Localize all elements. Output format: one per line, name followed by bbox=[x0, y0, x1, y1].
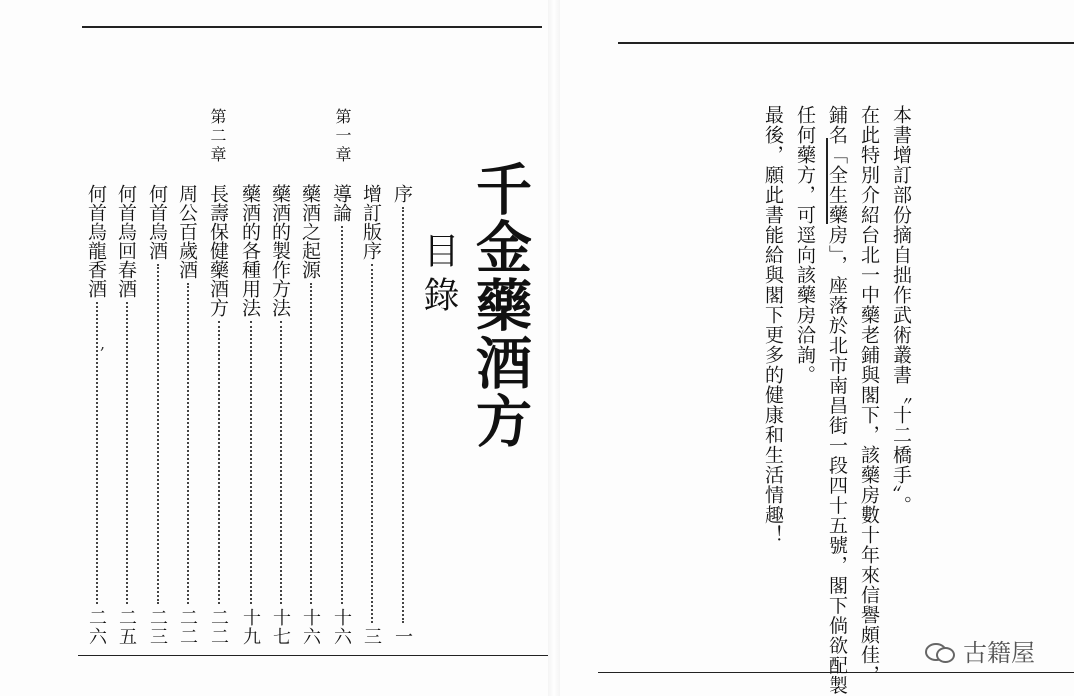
toc-entry-label: 何首烏酒 bbox=[146, 184, 168, 260]
chapter-heading-1: 第一章 bbox=[333, 108, 352, 165]
leader-dots bbox=[187, 283, 189, 604]
toc-entry-label: 周公百歲酒 bbox=[176, 184, 198, 279]
toc-entry[interactable] bbox=[236, 184, 264, 646]
leader-dots bbox=[371, 264, 373, 623]
toc-entry[interactable] bbox=[112, 184, 140, 646]
toc-entry-label: 長壽保健藥酒方 bbox=[207, 184, 229, 317]
toc-entry-page: 十九 bbox=[240, 608, 261, 646]
toc-entry-page: 二五 bbox=[116, 608, 137, 646]
leader-dots bbox=[96, 302, 98, 604]
toc-entry-label: 藥酒的各種用法 bbox=[239, 184, 261, 317]
body-text-line: 鋪名「全生藥房」，座落於北市南昌街一段四十五號，閣下倘欲配製 bbox=[826, 105, 848, 696]
toc-entry[interactable] bbox=[296, 184, 324, 646]
body-text-line: 本書增訂部份摘自拙作武術叢書〝十二橋手〞。 bbox=[890, 105, 912, 516]
toc-entry[interactable] bbox=[82, 184, 110, 646]
book-title: 千金藥酒方 bbox=[467, 160, 533, 450]
toc-entry-page: 二六 bbox=[86, 608, 107, 646]
toc-entry-label: 導論 bbox=[330, 184, 352, 222]
toc-entry-label: 何首烏龍香酒 bbox=[85, 184, 107, 298]
toc-entry-page: 十六 bbox=[331, 608, 352, 646]
stray-mark: , bbox=[100, 334, 106, 353]
toc-entry-label: 序 bbox=[391, 184, 413, 203]
body-text-line: 最後，願此書能給與閣下更多的健康和生活情趣！ bbox=[762, 105, 784, 545]
body-text-line: 任何藥方，可逕向該藥房洽詢。 bbox=[794, 105, 816, 385]
toc-entry[interactable] bbox=[143, 184, 171, 646]
toc-entry-label: 何首烏回春酒 bbox=[115, 184, 137, 298]
wechat-icon bbox=[925, 639, 955, 663]
margin-bracket bbox=[826, 138, 834, 224]
left-bottom-rule bbox=[78, 655, 548, 656]
toc-entry-page: 十六 bbox=[300, 608, 321, 646]
leader-dots bbox=[310, 283, 312, 604]
leader-dots bbox=[126, 302, 128, 604]
left-top-rule bbox=[82, 26, 542, 28]
toc-entry-label: 藥酒的製作方法 bbox=[269, 184, 291, 317]
body-text-line: 在此特別介紹台北一中藥老鋪與閣下，該藥房數十年來信譽頗佳， bbox=[858, 105, 880, 685]
leader-dots bbox=[157, 264, 159, 604]
toc-entry[interactable] bbox=[266, 184, 294, 646]
toc-entry-page: 三 bbox=[361, 627, 382, 646]
toc-entry[interactable] bbox=[173, 184, 201, 646]
watermark bbox=[925, 633, 1035, 668]
toc-entry-page: 十七 bbox=[270, 608, 291, 646]
toc-title: 目錄 bbox=[418, 232, 459, 320]
right-top-rule bbox=[618, 42, 1074, 44]
toc-entry-page: 二三 bbox=[147, 608, 168, 646]
leader-dots bbox=[250, 321, 252, 604]
toc-entry[interactable] bbox=[327, 184, 355, 646]
toc-entry[interactable] bbox=[204, 184, 232, 646]
toc-entry-page: 一 bbox=[392, 627, 413, 646]
chapter-heading-2: 第二章 bbox=[208, 108, 227, 165]
toc-entry-page: 二二 bbox=[208, 608, 229, 646]
leader-dots bbox=[341, 226, 343, 604]
toc-entry[interactable] bbox=[357, 184, 385, 646]
book-gutter bbox=[548, 0, 560, 696]
toc-entry-page: 二二 bbox=[177, 608, 198, 646]
leader-dots bbox=[402, 207, 404, 623]
leader-dots bbox=[280, 321, 282, 604]
toc-entry-label: 藥酒之起源 bbox=[299, 184, 321, 279]
toc-entry-label: 增訂版序 bbox=[360, 184, 382, 260]
watermark-text: 古籍屋 bbox=[963, 639, 1035, 667]
leader-dots bbox=[218, 321, 220, 604]
toc-entry[interactable] bbox=[388, 184, 416, 646]
